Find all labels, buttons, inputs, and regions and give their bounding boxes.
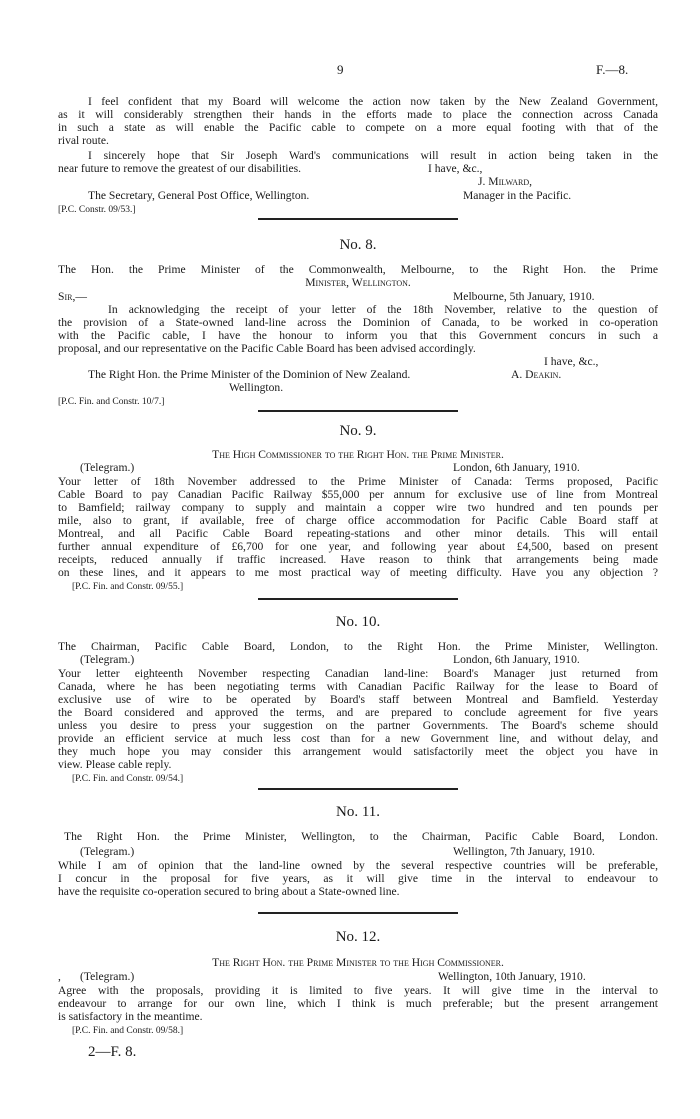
text-line: as it will considerably strengthen their hands in the efforts made to place the connection across Canada (58, 108, 658, 121)
text-line: exclusive use of wire to be operated by Board's staff between Montreal and Bamfield. Yesterday (58, 693, 658, 706)
text-line: Canada, where he has been negotiating terms with Canadian Pacific Railway for the lease to Board of (58, 680, 658, 693)
file-reference: [P.C. Fin. and Constr. 09/54.] (72, 774, 184, 784)
text-line: rival route. (58, 134, 109, 147)
text-line: view. Please cable reply. (58, 758, 172, 771)
place-date: Melbourne, 5th January, 1910. (453, 290, 595, 303)
text-line: the provision of a State-owned land-line across the Dominion of Canada, to be worked in co-operation (58, 316, 658, 329)
message-kind: (Telegram.) (80, 653, 135, 666)
route-line: The High Commissioner to the Right Hon. the Prime Minister. (212, 448, 504, 461)
text-line: have the requisite co-operation secured to bring about a State-owned line. (58, 885, 400, 898)
route-line: The Right Hon. the Prime Minister, Wellington, to the Chairman, Pacific Cable Board, London. (64, 830, 658, 843)
text-line: mile, also to grant, if available, free of charge office accommodation for Pacific Cable Board staff at (58, 514, 658, 527)
section-divider (258, 410, 458, 412)
message-kind: (Telegram.) (80, 845, 135, 858)
place-date: London, 6th January, 1910. (453, 461, 580, 474)
section-heading-no9: No. 9. (339, 423, 377, 439)
signer-name: A. Deakin. (511, 368, 562, 381)
text-line: provide an efficient service at much less cost than for a new Government line, and without delay, and (58, 732, 658, 745)
place-date: Wellington, 7th January, 1910. (453, 845, 595, 858)
section-heading-no8: No. 8. (339, 237, 377, 253)
file-reference: [P.C. Constr. 09/53.] (58, 205, 136, 215)
section-divider (258, 598, 458, 600)
route-line: The Hon. the Prime Minister of the Commonwealth, Melbourne, to the Right Hon. the Prime (58, 263, 658, 276)
message-kind: (Telegram.) (80, 970, 135, 983)
text-line: endeavour to arrange for our own line, which I think is much preferable; but the present arrangement (58, 997, 658, 1010)
section-heading-no10: No. 10. (335, 614, 381, 630)
text-line: Cable Board to pay Canadian Pacific Railway $55,000 per annum for exclusive use of line from Montreal (58, 488, 658, 501)
addressee: The Right Hon. the Prime Minister of the Dominion of New Zealand. (88, 368, 411, 381)
file-reference: [P.C. Fin. and Constr. 10/7.] (58, 397, 165, 407)
text-line: I sincerely hope that Sir Joseph Ward's communications will result in action being taken in the (88, 149, 658, 162)
addressee-city: Wellington. (229, 381, 284, 394)
text-line: in such a state as will enable the Pacific cable to compete on a more equal footing with that of the (58, 121, 658, 134)
text-line: Your letter eighteenth November respecting Canadian land-line: Board's Manager just returned from (58, 667, 658, 680)
closing-formula: I have, &c., (428, 162, 483, 175)
section-divider (258, 788, 458, 790)
signer-name: J. Milward, (478, 175, 533, 188)
text-line: unless you desire to press your suggestion on the partner Governments. The Board's scheme should (58, 719, 658, 732)
text-line: Your letter of 18th November addressed to the Prime Minister of Canada: Terms proposed, Pacific (58, 475, 658, 488)
place-date: Wellington, 10th January, 1910. (438, 970, 586, 983)
route-line: Minister, Wellington. (305, 276, 411, 289)
page-number: 9 (337, 62, 344, 77)
text-line: Montreal, and all Pacific Cable Board repeating-stations and other minor details. This will entail (58, 527, 658, 540)
document-reference: F.—8. (596, 62, 629, 77)
text-line: is satisfactory in the meantime. (58, 1010, 203, 1023)
section-divider (258, 218, 458, 220)
text-line: In acknowledging the receipt of your letter of the 18th November, relative to the question of (108, 303, 658, 316)
section-divider (258, 912, 458, 914)
text-line: near future to remove the greatest of our disabilities. (58, 162, 302, 175)
section-heading-no11: No. 11. (335, 804, 381, 820)
text-line: While I am of opinion that the land-line owned by the several respective countries will be preferable, (58, 859, 658, 872)
text-line: Agree with the proposals, providing it is limited to five years. It will give time in the interval to (58, 984, 658, 997)
salutation: Sir,— (58, 290, 87, 303)
file-reference: [P.C. Fin. and Constr. 09/58.] (72, 1026, 184, 1036)
closing-formula: I have, &c., (544, 355, 599, 368)
text-line: I feel confident that my Board will welcome the action now taken by the New Zealand Government, (88, 95, 658, 108)
text-line: proposal, and our representative on the Pacific Cable Board has been advised accordingly. (58, 342, 476, 355)
text-line: the Board considered and approved the terms, and are prepared to conclude agreement for five years (58, 706, 658, 719)
route-line: The Chairman, Pacific Cable Board, London, to the Right Hon. the Prime Minister, Wellington. (58, 640, 658, 653)
text-line: they much hope you may consider this arrangement would satisfactorily meet the object you have in (58, 745, 658, 758)
addressee: The Secretary, General Post Office, Wellington. (88, 189, 310, 202)
section-heading-no12: No. 12. (335, 929, 381, 945)
signer-title: Manager in the Pacific. (463, 189, 572, 202)
place-date: London, 6th January, 1910. (453, 653, 580, 666)
message-kind: (Telegram.) (80, 461, 135, 474)
text-line: with the Pacific cable, I have the honour to inform you that this Government concurs in such a (58, 329, 658, 342)
text-line: receipts, reduced annually if traffic increased. Have reason to think that arrangements being made (58, 553, 658, 566)
margin-mark: , (58, 970, 61, 983)
text-line: on these lines, and it appears to me most practical way of meeting difficulty. Have you any objection ? (58, 566, 658, 579)
text-line: I concur in the proposal for five years, as it will give time in the interval to endeavour to (58, 872, 658, 885)
route-line: The Right Hon. the Prime Minister to the High Commissioner. (212, 956, 504, 969)
sheet-signature: 2—F. 8. (88, 1044, 137, 1060)
text-line: to Bamfield; railway company to supply and maintain a copper wire two hundred and ten pounds per (58, 501, 658, 514)
file-reference: [P.C. Fin. and Constr. 09/55.] (72, 582, 184, 592)
text-line: further annual expenditure of £6,700 for one year, and following year about £4,500, based on present (58, 540, 658, 553)
